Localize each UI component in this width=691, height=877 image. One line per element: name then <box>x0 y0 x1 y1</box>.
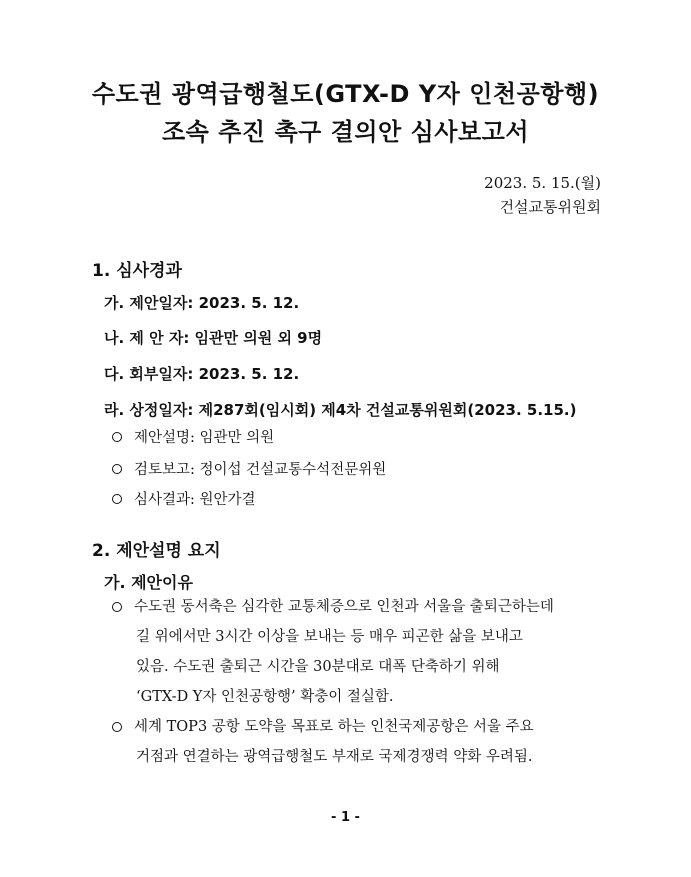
bullet-proposal-explanation <box>112 426 274 447</box>
referral-date: 다. 회부일자: 2023. 5. 12. <box>104 365 300 383</box>
paragraph-line: ‘GTX-D Y자 인천공항행’ 확충이 절실함. <box>136 689 394 705</box>
section-heading-review-process: 1. 심사경과 <box>92 261 182 281</box>
document-title-line2: 조속 추진 촉구 결의안 심사보고서 <box>162 118 529 146</box>
circle-bullet-icon <box>112 494 122 504</box>
reason-paragraph-2 <box>112 712 612 772</box>
document-title-line1: 수도권 광역급행철도(GTX-D Y자 인천공항행) <box>91 80 600 108</box>
bullet-review-report <box>112 458 386 479</box>
proposer: 나. 제 안 자: 임관만 의원 외 9명 <box>104 329 323 347</box>
paragraph-line: 거점과 연결하는 광역급행철도 부재로 국제경쟁력 약화 우려됨. <box>136 749 533 765</box>
circle-bullet-icon <box>112 432 122 442</box>
report-date: 2023. 5. 15.(월) <box>484 174 601 192</box>
bullet-text: 제안설명: 임관만 의원 <box>134 430 275 446</box>
proposal-date: 가. 제안일자: 2023. 5. 12. <box>104 294 300 312</box>
subheading-proposal-reason: 가. 제안이유 <box>104 573 193 592</box>
agenda-date: 라. 상정일자: 제287회(임시회) 제4차 건설교통위원회(2023. 5.15.) <box>104 401 577 419</box>
committee-name: 건설교통위원회 <box>499 198 601 216</box>
section-heading-proposal-summary: 2. 제안설명 요지 <box>92 541 221 561</box>
paragraph-line <box>112 592 612 622</box>
paragraph-text: 세계 TOP3 공항 도약을 목표로 하는 인천국제공항은 서울 주요 <box>134 719 534 735</box>
paragraph-line <box>112 712 612 742</box>
bullet-text: 검토보고: 정이섭 건설교통수석전문위원 <box>134 462 387 478</box>
reason-paragraph-1 <box>112 592 612 712</box>
bullet-text: 심사결과: 원안가결 <box>134 492 256 508</box>
circle-bullet-icon <box>112 722 122 732</box>
paragraph-line: 길 위에서만 3시간 이상을 보내는 등 매우 피곤한 삶을 보내고 <box>136 629 523 645</box>
bullet-review-result <box>112 488 256 509</box>
circle-bullet-icon <box>112 602 122 612</box>
paragraph-line: 있음. 수도권 출퇴근 시간을 30분대로 대폭 단축하기 위해 <box>136 659 500 675</box>
circle-bullet-icon <box>112 464 122 474</box>
paragraph-text: 수도권 동서축은 심각한 교통체증으로 인천과 서울을 출퇴근하는데 <box>134 599 554 615</box>
page-number: - 1 - <box>331 810 360 825</box>
